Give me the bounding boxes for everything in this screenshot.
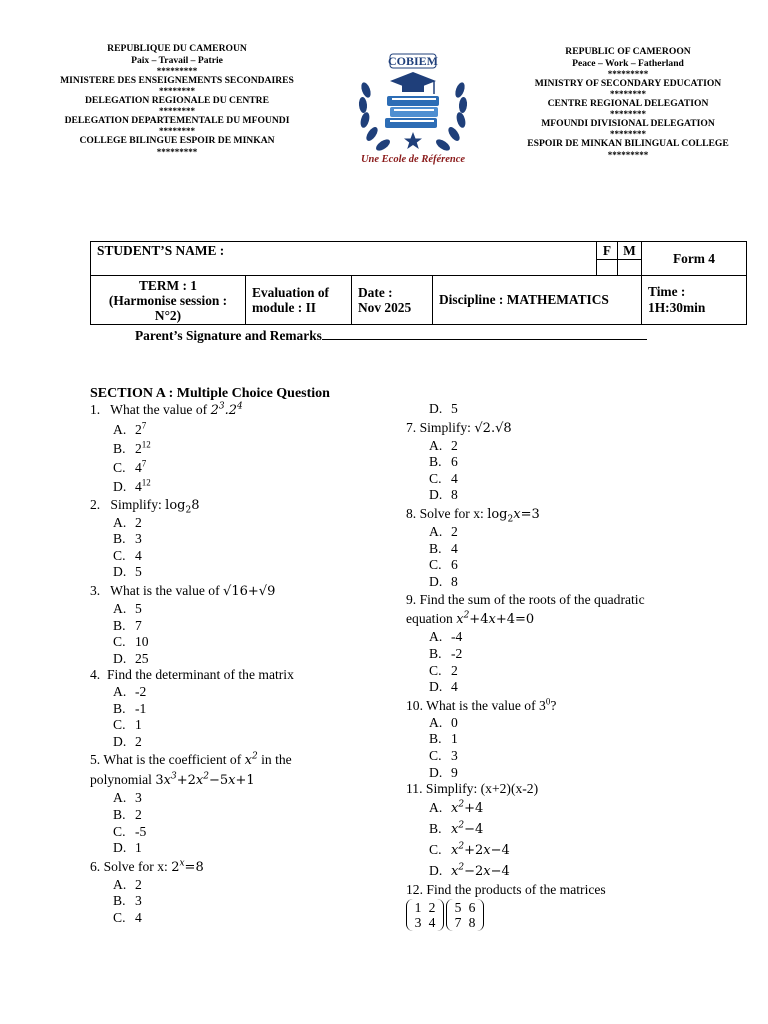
option-a[interactable] (90, 790, 390, 807)
question-text: Find the determinant of the matrix (107, 667, 294, 683)
option-letter: D. (113, 650, 127, 666)
question-7 (406, 418, 706, 438)
math-expression: √2.√8 (474, 420, 512, 436)
option-d[interactable] (90, 734, 390, 751)
option-value: 4 (451, 470, 458, 486)
option-value: 8 (451, 487, 458, 503)
option-exponent: 12 (141, 477, 151, 488)
logo-name: COBIEM (387, 54, 439, 68)
option-value: 2 (135, 514, 142, 530)
option-b[interactable] (406, 731, 706, 748)
option-value: 10 (135, 634, 149, 650)
student-name-field[interactable] (91, 242, 597, 276)
option-letter: B. (113, 806, 126, 822)
gender-m-checkbox[interactable] (618, 260, 642, 276)
ministry-fr: MINISTERE DES ENSEIGNEMENTS SECONDAIRES (60, 75, 294, 87)
option-value: 5 (135, 564, 142, 580)
question-5 (90, 750, 390, 770)
student-info-table (90, 241, 747, 325)
question-text: in the (257, 752, 292, 768)
question-text: 11. Simplify: (x+2)(x-2) (406, 781, 539, 797)
question-4 (90, 667, 390, 684)
option-c[interactable] (406, 663, 706, 680)
matrix-cell: 3 (414, 915, 422, 931)
option-d[interactable] (90, 564, 390, 581)
logo-tagline: Une Ecole de Référence (360, 154, 466, 165)
option-value: 2 (451, 662, 458, 678)
option-a[interactable] (90, 684, 390, 701)
option-value: 1 (135, 717, 142, 733)
motto-en: Peace – Work – Fatherland (572, 58, 684, 70)
option-b[interactable] (90, 893, 390, 910)
question-8 (406, 504, 706, 524)
matrix-cell: 6 (468, 900, 476, 916)
option-value: 5 (451, 401, 458, 416)
question-text: What is the value of (110, 582, 224, 598)
date-value: Nov 2025 (358, 300, 412, 315)
option-letter: C. (113, 909, 126, 925)
option-d[interactable] (90, 477, 390, 496)
option-letter: A. (429, 629, 443, 645)
option-letter: A. (113, 421, 127, 437)
option-b[interactable] (406, 819, 706, 840)
option-letter: B. (113, 617, 126, 633)
motto-fr: Paix – Travail – Patrie (131, 55, 223, 67)
matrix-cell: 2 (428, 900, 436, 916)
option-letter: C. (429, 747, 442, 763)
separator: ******** (610, 109, 646, 120)
option-letter: B. (429, 540, 442, 556)
math-expression: $\log_28$ (165, 497, 200, 516)
separator: ********* (607, 149, 649, 160)
option-letter: A. (113, 876, 127, 892)
option-d[interactable] (90, 651, 390, 668)
matrix-cell: 7 (454, 915, 462, 931)
option-c[interactable] (406, 840, 706, 861)
matrix-cell: 1 (414, 900, 422, 916)
option-b[interactable] (90, 531, 390, 548)
question-text: What the value of (110, 402, 211, 417)
session-label: (Harmonise session : (108, 292, 228, 308)
option-c[interactable] (90, 548, 390, 565)
option-letter: C. (113, 717, 126, 733)
option-a[interactable] (406, 629, 706, 646)
option-letter: D. (429, 862, 443, 878)
option-c[interactable] (90, 910, 390, 927)
books-icon (385, 96, 439, 128)
term-cell (91, 276, 246, 325)
option-d[interactable] (406, 679, 706, 696)
separator: ********* (156, 146, 198, 157)
option-value: 1 (451, 731, 458, 747)
option-letter: D. (113, 564, 127, 580)
question-text: 6. Solve for x: (90, 858, 172, 874)
option-value: 2 (135, 806, 142, 822)
option-value: 3 (135, 790, 142, 806)
gender-f-label: F (597, 242, 618, 260)
question-3 (90, 581, 390, 601)
signature-line[interactable] (322, 327, 647, 340)
question-text: polynomial (90, 772, 156, 788)
question-text: 7. Simplify: (406, 419, 475, 435)
option-value: 3 (451, 747, 458, 763)
option-letter: D. (429, 764, 443, 780)
separator: ********* (607, 69, 649, 80)
country-en: REPUBLIC OF CAMEROON (565, 46, 691, 57)
option-value: 5 (135, 600, 142, 616)
option-value: 4 (451, 540, 458, 556)
question-text: 10. What is the value of (406, 697, 540, 713)
question-number: 4. (90, 667, 101, 683)
regional-delegation-en: CENTRE REGIONAL DELEGATION (547, 98, 709, 110)
option-letter: A. (429, 523, 443, 539)
school-logo (354, 50, 472, 168)
option-letter: C. (113, 459, 126, 475)
option-value: 4 (451, 679, 458, 695)
math-expression: $2^3.2^4$ (210, 401, 243, 418)
divisional-delegation-fr: DELEGATION DEPARTEMENTALE DU MFOUNDI (64, 115, 290, 127)
option-value: 2 (135, 440, 142, 456)
question-1 (90, 402, 390, 420)
option-math: $x^2-4$ (451, 820, 484, 837)
option-a[interactable] (406, 438, 706, 455)
math-expression: $\log_2x=3$ (487, 506, 540, 525)
option-c[interactable] (406, 557, 706, 574)
gender-m-label: M (618, 242, 642, 260)
option-letter: A. (113, 683, 127, 699)
option-a[interactable] (90, 420, 390, 439)
option-c[interactable] (90, 634, 390, 651)
regional-delegation-fr: DELEGATION REGIONALE DU CENTRE (85, 95, 269, 107)
option-letter: D. (429, 679, 443, 695)
question-6 (90, 857, 390, 877)
matrix-left (406, 899, 444, 931)
option-value: 6 (451, 454, 458, 470)
gender-f-checkbox[interactable] (597, 260, 618, 276)
star-icon (404, 132, 422, 149)
option-a[interactable] (90, 515, 390, 532)
option-letter: C. (113, 823, 126, 839)
math-expression: $3^0$? (539, 696, 557, 713)
section-title: SECTION A : Multiple Choice Question (90, 386, 330, 401)
date-cell (352, 276, 433, 325)
option-d[interactable] (406, 861, 706, 882)
option-value: 0 (451, 714, 458, 730)
question-11 (406, 781, 706, 798)
option-letter: C. (113, 634, 126, 650)
option-math: $x^2+2x-4$ (451, 841, 510, 858)
question-text: Simplify: (110, 496, 166, 512)
math-expression: $2^x=8$ (171, 858, 204, 875)
option-c[interactable] (90, 458, 390, 477)
parent-signature-label: Parent’s Signature and Remarks (135, 328, 322, 343)
matrix-right (446, 899, 484, 931)
option-d[interactable] (406, 574, 706, 591)
separator: ******** (610, 89, 646, 100)
header-left (50, 43, 304, 156)
option-value: 25 (135, 650, 149, 666)
option-letter: D. (113, 733, 127, 749)
evaluation-cell (246, 276, 352, 325)
question-5-line-2 (90, 770, 390, 790)
question-number: 1. (90, 402, 101, 417)
option-value: 3 (135, 531, 142, 547)
option-letter: D. (429, 573, 443, 589)
evaluation-label: Evaluation of (252, 285, 330, 300)
option-value: 2 (451, 523, 458, 539)
option-letter: C. (113, 547, 126, 563)
option-value: 4 (135, 547, 142, 563)
question-12 (406, 882, 706, 899)
school-name-fr: COLLEGE BILINGUE ESPOIR DE MINKAN (79, 135, 275, 147)
option-b[interactable] (90, 618, 390, 635)
question-10 (406, 696, 706, 715)
option-letter: C. (429, 841, 442, 857)
option-letter: A. (113, 514, 127, 530)
option-letter: B. (113, 893, 126, 909)
option-a[interactable] (406, 798, 706, 819)
option-value: 2 (135, 876, 142, 892)
option-exponent: 12 (141, 439, 151, 450)
option-letter: B. (113, 700, 126, 716)
option-math: $x^2+4$ (451, 799, 484, 816)
math-expression: $x^2+4x+4=0$ (456, 611, 535, 628)
option-a[interactable] (90, 601, 390, 618)
question-text: 5. What is the coefficient of (90, 752, 245, 768)
option-d[interactable] (406, 487, 706, 504)
question-text: 8. Solve for x: (406, 505, 488, 521)
option-value: 2 (135, 421, 142, 437)
matrix-cell: 4 (428, 915, 436, 931)
option-c[interactable] (90, 717, 390, 734)
option-exponent: 7 (141, 458, 147, 469)
option-letter: A. (429, 799, 443, 815)
option-value: -5 (135, 823, 147, 839)
country-fr: REPUBLIQUE DU CAMEROUN (107, 43, 247, 54)
module-label: module : II (252, 300, 316, 315)
option-a[interactable] (90, 877, 390, 894)
time-label: Time : 1H:30min (642, 276, 747, 325)
option-b[interactable] (406, 454, 706, 471)
option-letter: B. (113, 531, 126, 547)
option-letter: C. (429, 557, 442, 573)
term-label: TERM : 1 (138, 277, 198, 293)
option-letter: C. (429, 662, 442, 678)
separator: ******** (159, 86, 195, 97)
option-letter: D. (429, 487, 443, 503)
option-b[interactable] (406, 646, 706, 663)
question-9-line-2 (406, 609, 706, 629)
separator: ******** (159, 106, 195, 117)
header-right (516, 46, 740, 159)
math-expression: $x^2$ (244, 751, 258, 769)
option-d[interactable] (90, 840, 390, 857)
matrices-product (406, 899, 706, 931)
option-letter: B. (429, 645, 442, 661)
separator: ********* (156, 66, 198, 77)
option-value: 2 (451, 437, 458, 453)
session-number: N°2) (154, 307, 182, 323)
option-b[interactable] (90, 439, 390, 458)
matrix-cell: 8 (468, 915, 476, 931)
option-value: -1 (135, 700, 147, 716)
option-letter: D. (113, 478, 127, 494)
option-letter: A. (429, 437, 443, 453)
option-value: 4 (135, 909, 142, 925)
option-b[interactable] (406, 541, 706, 558)
option-value: 4 (135, 478, 142, 494)
question-2 (90, 496, 390, 515)
option-c[interactable] (406, 471, 706, 488)
option-a[interactable] (406, 715, 706, 732)
option-math: $x^2-2x-4$ (451, 862, 510, 879)
option-c[interactable] (406, 748, 706, 765)
date-label: Date : (358, 285, 393, 300)
matrix-cell: 5 (454, 900, 462, 916)
graduation-cap-icon (390, 72, 436, 94)
questions-left-column (90, 402, 390, 926)
question-text: equation (406, 611, 457, 627)
questions-right-column (406, 401, 706, 931)
form-label: Form 4 (642, 242, 747, 276)
option-c[interactable] (90, 824, 390, 841)
option-letter: A. (113, 600, 127, 616)
option-letter: D. (429, 401, 443, 416)
question-number: 2. (90, 496, 101, 512)
option-value: 9 (451, 764, 458, 780)
option-b[interactable] (90, 701, 390, 718)
option-value: 3 (135, 893, 142, 909)
math-expression: $3x^3+2x^2-5x+1$ (155, 771, 255, 789)
option-exponent: 7 (141, 420, 147, 431)
question-text: 9. Find the sum of the roots of the quadratic (406, 592, 645, 608)
ministry-en: MINISTRY OF SECONDARY EDUCATION (534, 78, 722, 90)
option-letter: A. (113, 790, 127, 806)
discipline-label: Discipline : MATHEMATICS (433, 276, 642, 325)
option-value: 7 (135, 617, 142, 633)
option-d[interactable] (406, 401, 706, 418)
question-9 (406, 590, 706, 609)
option-letter: D. (113, 840, 127, 856)
separator: ******** (610, 129, 646, 140)
student-name-label: STUDENT’S NAME : (97, 243, 225, 258)
option-a[interactable] (406, 524, 706, 541)
option-value: 4 (135, 459, 142, 475)
separator: ******** (159, 126, 195, 137)
parent-signature (135, 327, 647, 344)
option-value: -2 (451, 645, 463, 661)
option-value: 1 (135, 840, 142, 856)
option-value: 2 (135, 733, 142, 749)
option-letter: B. (429, 454, 442, 470)
math-expression: √16+√9 (223, 583, 276, 599)
option-value: 6 (451, 557, 458, 573)
option-value: -4 (451, 629, 463, 645)
option-letter: C. (429, 470, 442, 486)
option-letter: B. (429, 731, 442, 747)
option-letter: A. (429, 714, 443, 730)
divisional-delegation-en: MFOUNDI DIVISIONAL DELEGATION (541, 118, 715, 130)
question-text: 12. Find the products of the matrices (406, 881, 606, 897)
school-name-en: ESPOIR DE MINKAN BILINGUAL COLLEGE (527, 138, 729, 150)
option-d[interactable] (406, 765, 706, 782)
option-b[interactable] (90, 807, 390, 824)
option-letter: B. (429, 820, 442, 836)
option-value: 8 (451, 573, 458, 589)
question-number: 3. (90, 582, 101, 598)
option-letter: B. (113, 440, 126, 456)
option-value: -2 (135, 683, 147, 699)
